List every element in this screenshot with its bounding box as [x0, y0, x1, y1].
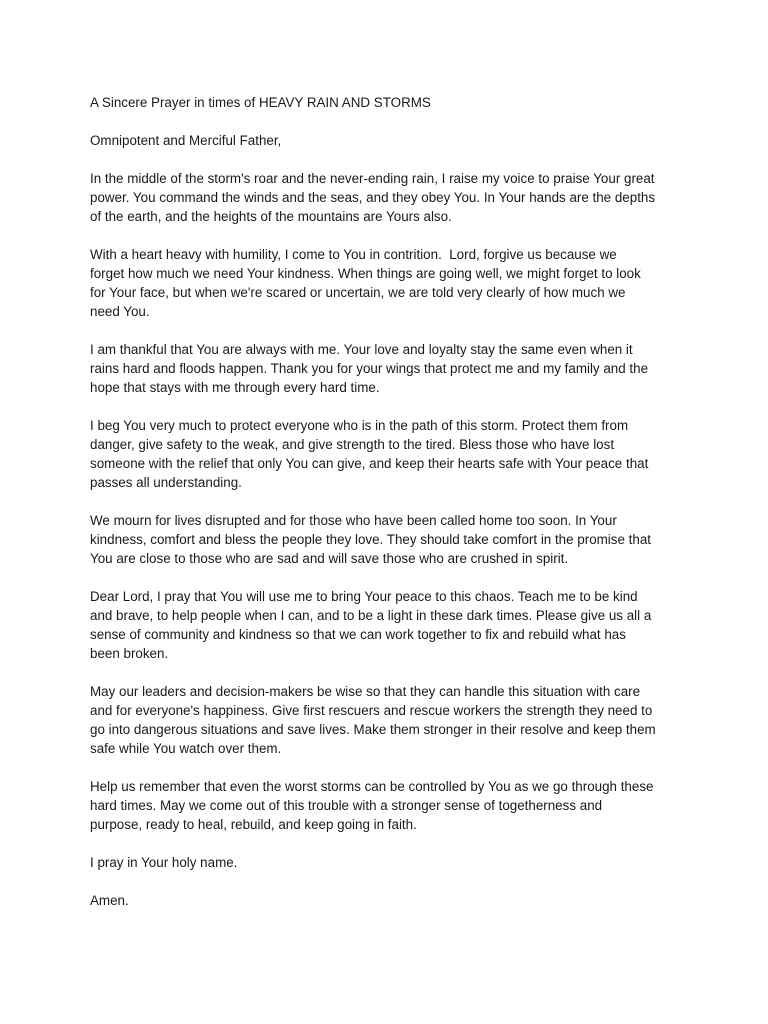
paragraph-line: hope that stays with me through every hard time. [90, 380, 380, 395]
paragraph-line: hard times. May we come out of this trouble with a stronger sense of togetherness and [90, 798, 603, 813]
document-title: A Sincere Prayer in times of HEAVY RAIN AND STORMS [90, 95, 431, 110]
paragraph-2 [90, 245, 690, 321]
paragraph-1 [90, 169, 690, 226]
paragraph-line: go into dangerous situations and save lives. Make them stronger in their resolve and keep them [90, 722, 656, 737]
paragraph-line: passes all understanding. [90, 475, 242, 490]
paragraph-line: You are close to those who are sad and will save those who are crushed in spirit. [90, 551, 569, 566]
paragraph-line: danger, give safety to the weak, and give strength to the tired. Bless those who have lost [90, 437, 615, 452]
paragraph-6 [90, 587, 690, 663]
paragraph-line: I am thankful that You are always with me. Your love and loyalty stay the same even when it [90, 342, 633, 357]
paragraph-line: someone with the relief that only You can give, and keep their hearts safe with Your peace that [90, 456, 649, 471]
paragraph-line: Dear Lord, I pray that You will use me to bring Your peace to this chaos. Teach me to be kind [90, 589, 638, 604]
paragraph-line: sense of community and kindness so that we can work together to fix and rebuild what has [90, 627, 626, 642]
paragraph-line: purpose, ready to heal, rebuild, and keep going in faith. [90, 817, 417, 832]
paragraph-line: been broken. [90, 646, 169, 661]
prayer-body [90, 169, 690, 834]
amen-line: Amen. [90, 893, 129, 908]
paragraph-line: With a heart heavy with humility, I come to You in contrition. Lord, forgive us because we [90, 247, 617, 262]
paragraph-line: rains hard and floods happen. Thank you for your wings that protect me and my family and the [90, 361, 649, 376]
document-page [90, 93, 690, 929]
paragraph-line: We mourn for lives disrupted and for those who have been called home too soon. In Your [90, 513, 617, 528]
closing-line: I pray in Your holy name. [90, 855, 238, 870]
paragraph-line: need You. [90, 304, 150, 319]
paragraph-line: power. You command the winds and the seas, and they obey You. In Your hands are the depths [90, 190, 656, 205]
paragraph-4 [90, 416, 690, 492]
paragraph-line: May our leaders and decision-makers be wise so that they can handle this situation with care [90, 684, 641, 699]
paragraph-line: kindness, comfort and bless the people they love. They should take comfort in the promise that [90, 532, 651, 547]
paragraph-line: Help us remember that even the worst storms can be controlled by You as we go through these [90, 779, 654, 794]
paragraph-line: forget how much we need Your kindness. When things are going well, we might forget to look [90, 266, 641, 281]
paragraph-5 [90, 511, 690, 568]
paragraph-line: of the earth, and the heights of the mountains are Yours also. [90, 209, 452, 224]
paragraph-3 [90, 340, 690, 397]
paragraph-line: In the middle of the storm's roar and the never-ending rain, I raise my voice to praise Your great [90, 171, 655, 186]
paragraph-line: safe while You watch over them. [90, 741, 282, 756]
paragraph-line: for Your face, but when we're scared or uncertain, we are told very clearly of how much we [90, 285, 626, 300]
salutation: Omnipotent and Merciful Father, [90, 133, 282, 148]
paragraph-line: and for everyone's happiness. Give first rescuers and rescue workers the strength they need to [90, 703, 653, 718]
paragraph-line: I beg You very much to protect everyone who is in the path of this storm. Protect them from [90, 418, 629, 433]
paragraph-8 [90, 777, 690, 834]
paragraph-line: and brave, to help people when I can, and to be a light in these dark times. Please give us all a [90, 608, 652, 623]
paragraph-7 [90, 682, 690, 758]
